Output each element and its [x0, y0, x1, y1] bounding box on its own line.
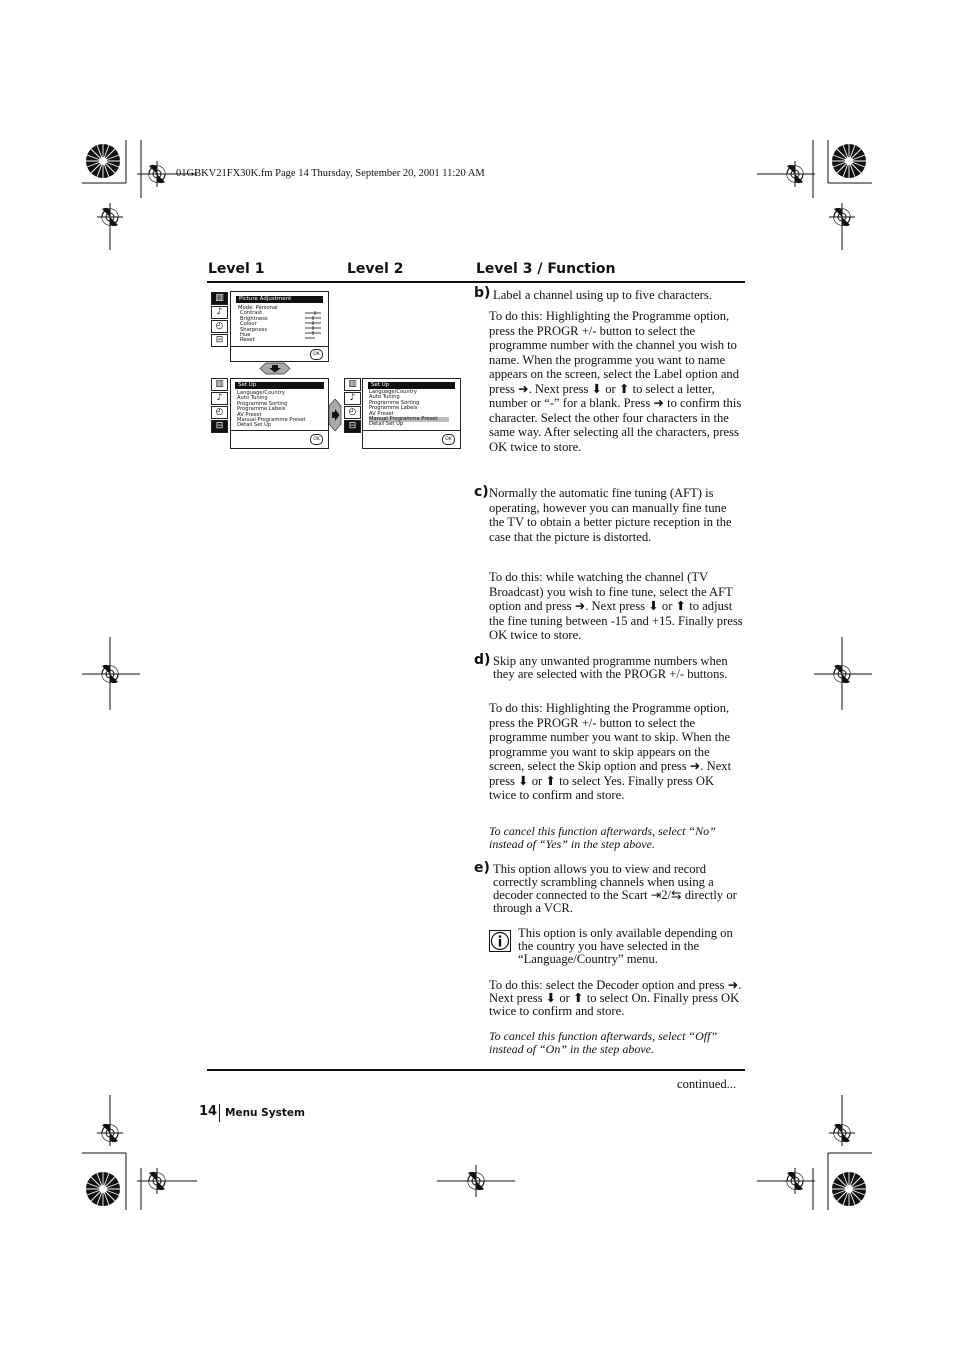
footer-rule — [207, 1069, 745, 1071]
setup-submenu-title: Set Up — [368, 382, 455, 389]
continued-label: continued... — [677, 1077, 737, 1091]
screen-divider — [231, 346, 328, 347]
menu-item: AV Preset — [369, 410, 394, 417]
info-icon — [489, 930, 511, 952]
section-c-label: c) — [474, 484, 489, 500]
header-rule — [207, 281, 745, 283]
section-e-label: e) — [474, 860, 490, 876]
menu-item: Reset — [240, 337, 255, 344]
toolbox-icon: ⊟ — [344, 420, 361, 433]
menu-item: Manual Programme Preset — [237, 417, 306, 424]
picture-menu-screen — [230, 291, 329, 362]
menu-item: Colour — [240, 321, 257, 328]
section-name: Menu System — [225, 1107, 305, 1119]
picture-icon: ▥ — [211, 292, 228, 305]
menu-item: Detail Set Up — [237, 422, 272, 429]
setup-submenu-screen — [362, 378, 461, 449]
right-arrow-icon — [328, 398, 342, 432]
sound-icon: ♪ — [211, 306, 228, 319]
sound-icon: ♪ — [211, 392, 228, 405]
setup-menu-title: Set Up — [235, 382, 324, 389]
down-arrow-icon — [258, 362, 292, 375]
picture-icon: ▥ — [211, 378, 228, 391]
menu-item: AV Preset — [237, 411, 262, 418]
clock-icon: ◴ — [211, 320, 228, 333]
menu-item: Auto Tuning — [369, 394, 400, 401]
page-number: 14 — [199, 1104, 218, 1119]
menu-item-highlighted: Manual Programme Preset — [369, 417, 449, 422]
menu-item: Contrast — [240, 310, 263, 317]
section-e-text: To do this: select the Decoder option and press ➜. Next press ⬇ or ⬆ to select On. Finally press OK twice to confirm and store. — [489, 978, 742, 1018]
screen-divider — [231, 430, 328, 431]
column-header-level3: Level 3 / Function — [476, 261, 616, 277]
section-d-text: To do this: Highlighting the Programme option, press the PROGR +/- button to select the programme number you want to skip. When the programme you want to skip appears on the screen, select the Skip option and press ➜. Next press ⬇ or ⬆ to select Yes. Finally press OK twice to confirm and store. — [489, 701, 732, 802]
section-e-intro: This option allows you to view and record correctly scrambling channels when using a decoder connected to the Scart ⇥2/⇆ directly or through a VCR. — [493, 862, 737, 915]
section-b-intro: Label a channel using up to five characters. — [493, 288, 712, 302]
setup-menu-list — [237, 391, 305, 429]
menu-item: Programme Labels — [237, 406, 286, 413]
section-b-text: To do this: Highlighting the Programme option, press the PROGR +/- button to select the programme number with the channel you wish to name. When the programme you want to name appears on the screen, select the Label option and press ➜. Next press ⬇ or ⬆ to select a letter, number or “-” for a blank. Press ➜ to confirm this character. Select the other four characters in the same way. After selecting all the characters, press OK twice to store. — [489, 309, 742, 454]
picture-menu-title: Picture Adjustment — [236, 296, 323, 303]
menu-item: Programme Sorting — [237, 400, 288, 407]
menu-item: Programme Labels — [369, 405, 418, 412]
section-d-label: d) — [474, 652, 491, 668]
sound-icon: ♪ — [344, 392, 361, 405]
setup-submenu-list — [369, 390, 449, 428]
clock-icon: ◴ — [211, 406, 228, 419]
section-e-info: This option is only available depending on the country you have selected in the “Language/Country” menu. — [518, 926, 733, 966]
print-header: 01GBKV21FX30K.fm Page 14 Thursday, September 20, 2001 11:20 AM — [176, 168, 485, 179]
menu-item: Programme Sorting — [369, 399, 420, 406]
menu-item: Detail Set Up — [369, 421, 404, 428]
toolbox-icon: ⊟ — [211, 420, 228, 433]
clock-icon: ◴ — [344, 406, 361, 419]
screen-divider — [363, 430, 460, 431]
ok-icon: OK — [442, 434, 455, 445]
menu-item: Mode: Personal — [238, 305, 278, 311]
ok-icon: OK — [310, 349, 323, 360]
column-header-level1: Level 1 — [208, 261, 265, 277]
menu-item: Hue — [240, 332, 251, 339]
slider-bars — [303, 310, 323, 344]
section-c-text: To do this: while watching the channel (TV Broadcast) you wish to fine tune, select the AFT option and press ➜. Next press ⬇ or ⬆ to adjust the fine tuning between -15 and +15. Finally press OK twice to store. — [489, 570, 743, 642]
footer-divider — [219, 1104, 220, 1122]
menu-item: Brightness — [240, 315, 268, 322]
menu-item: Auto Tuning — [237, 395, 268, 402]
menu-item: Language/Country — [237, 390, 285, 396]
section-c-intro: Normally the automatic fine tuning (AFT) is operating, however you can manually fine tune the TV to obtain a better picture reception in the case that the picture is distorted. — [489, 486, 732, 544]
picture-menu-list — [238, 306, 278, 344]
toolbox-icon: ⊟ — [211, 334, 228, 347]
section-e-note: To cancel this function afterwards, select “Off” instead of “On” in the step above. — [489, 1029, 718, 1056]
menu-item: Language/Country — [369, 389, 417, 395]
picture-icon: ▥ — [344, 378, 361, 391]
setup-menu-screen — [230, 378, 329, 449]
section-b-label: b) — [474, 285, 491, 301]
menu-item: Sharpness — [240, 326, 268, 333]
section-d-intro: Skip any unwanted programme numbers when they are selected with the PROGR +/- buttons. — [493, 654, 728, 681]
section-d-note: To cancel this function afterwards, select “No” instead of “Yes” in the step above. — [489, 824, 716, 851]
column-header-level2: Level 2 — [347, 261, 404, 277]
ok-icon: OK — [310, 434, 323, 445]
